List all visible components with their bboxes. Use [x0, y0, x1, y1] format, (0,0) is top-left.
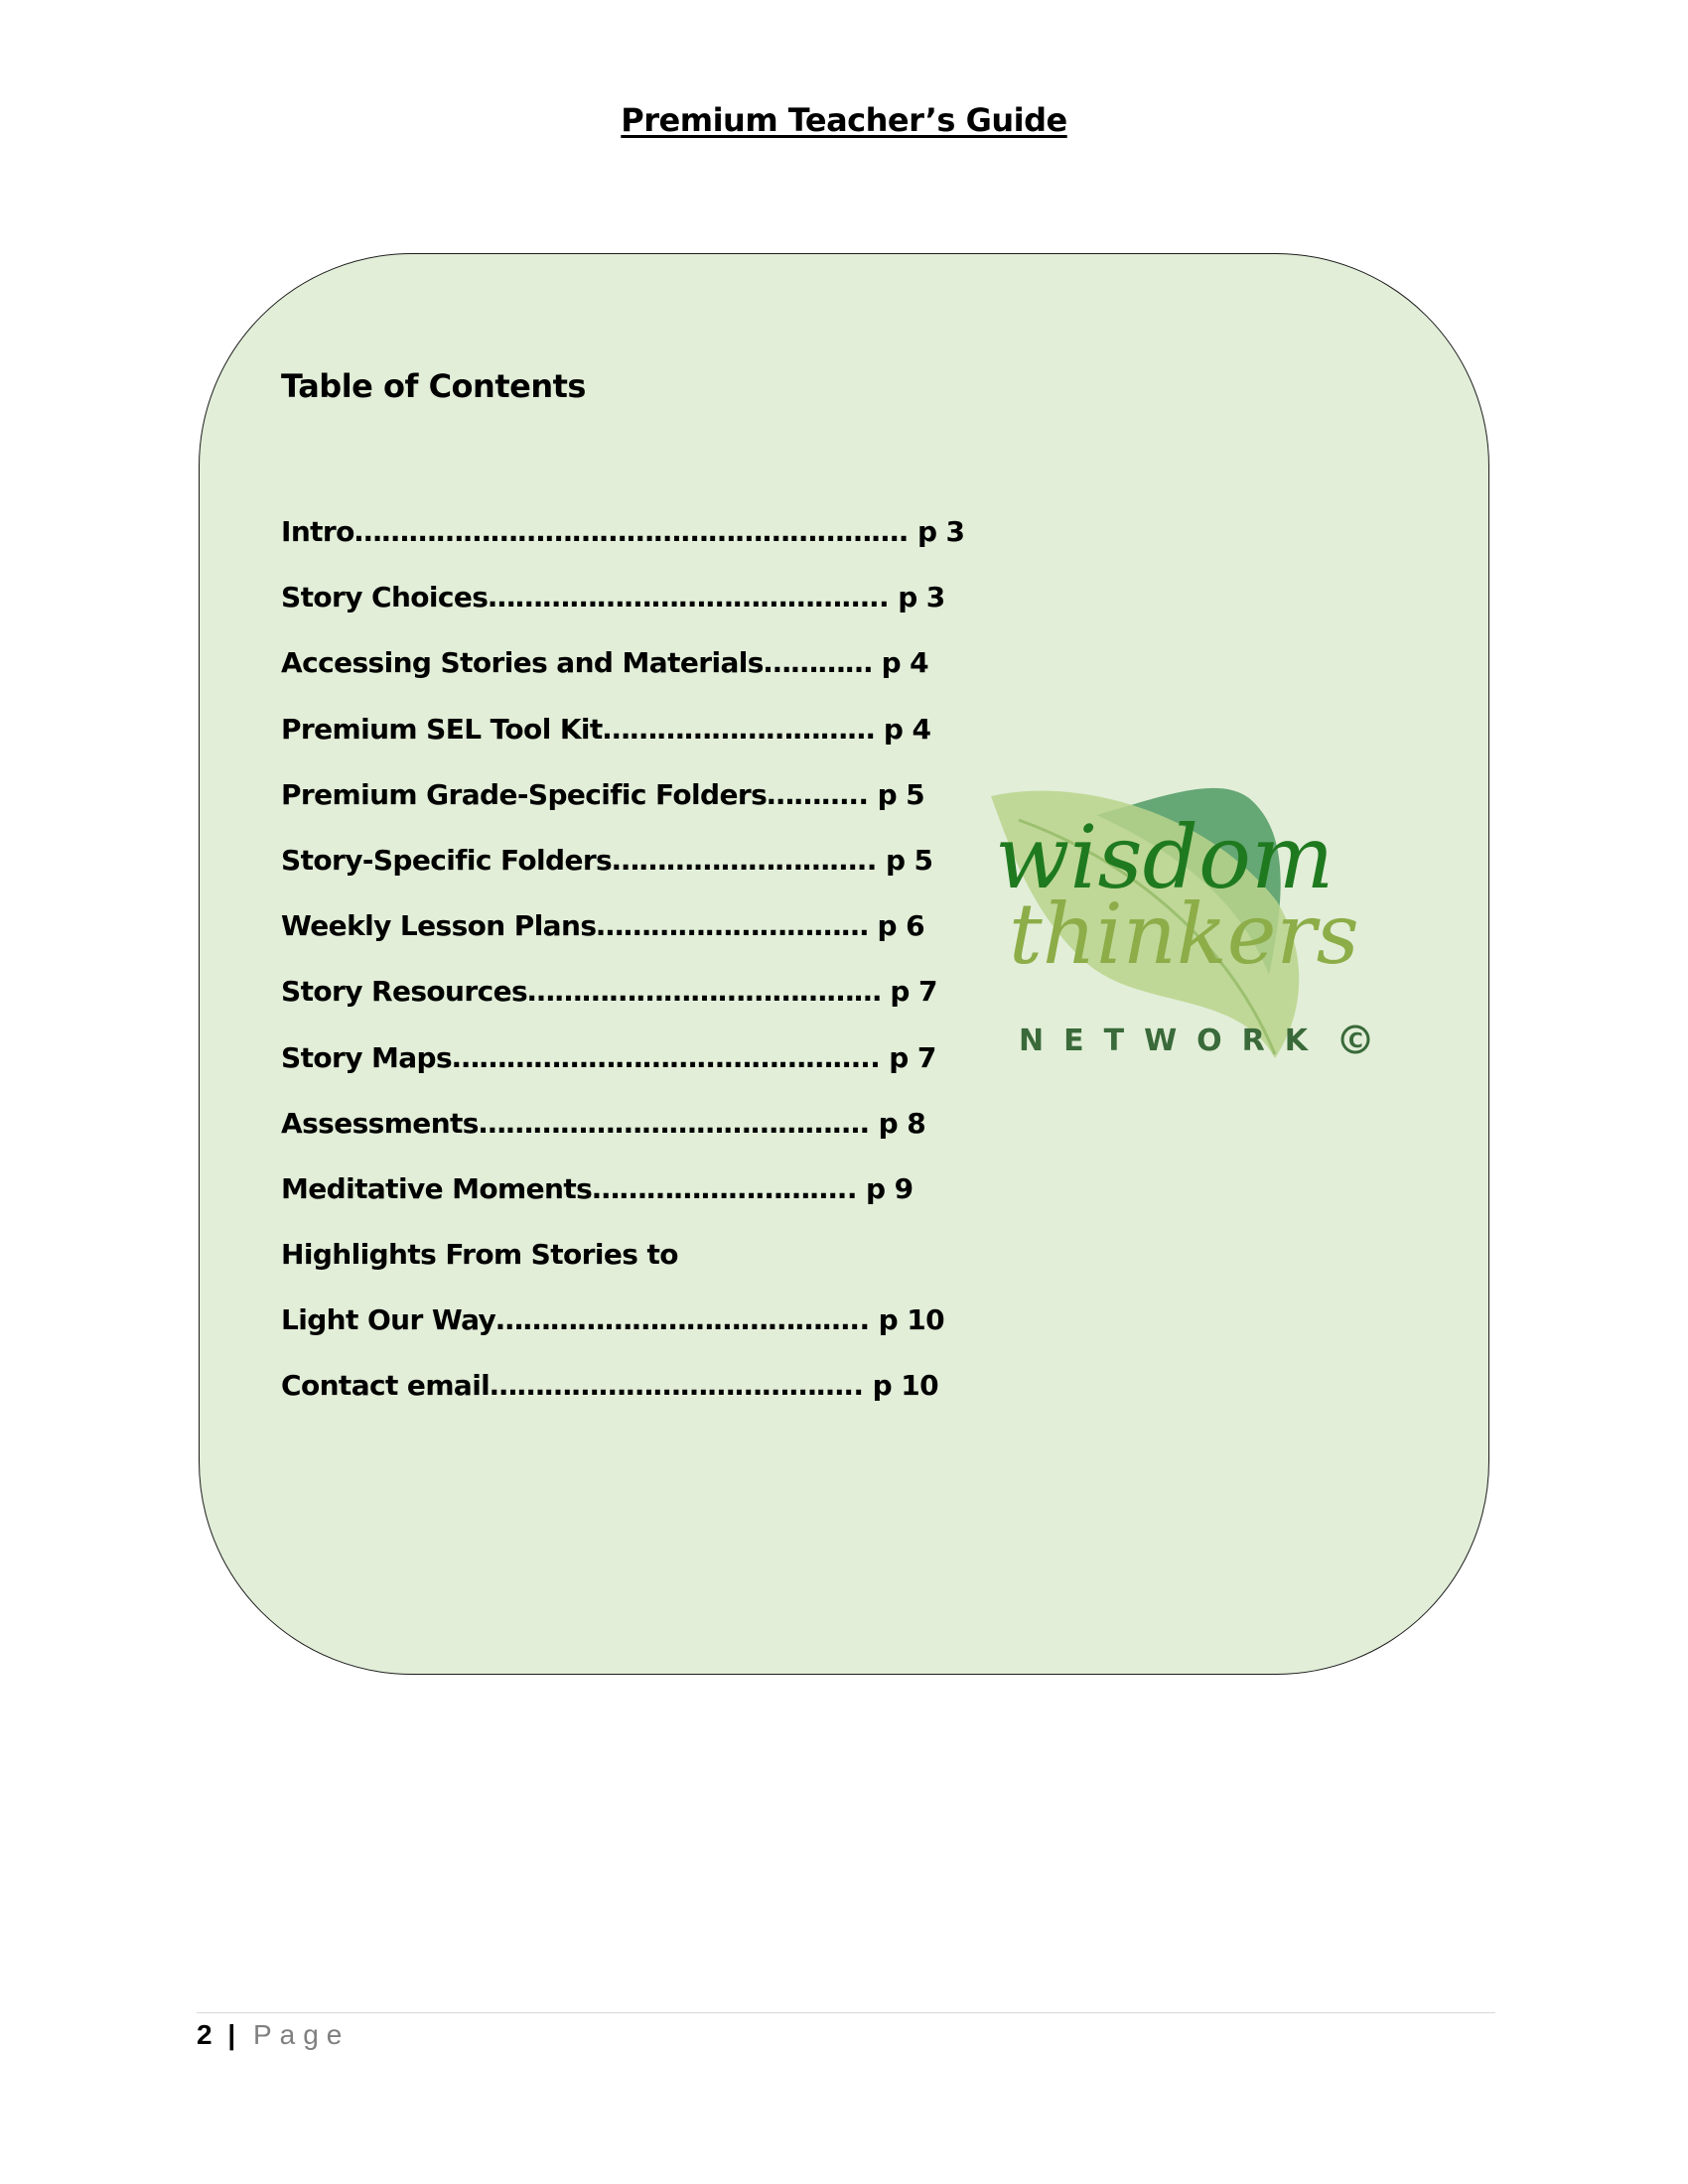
page-label: Page [252, 2019, 351, 2050]
toc-entry: Story-Specific Folders……………………….. p 5 [281, 843, 933, 877]
toc-entry: Assessments……………………………………. p 8 [281, 1106, 926, 1140]
toc-heading: Table of Contents [281, 367, 586, 405]
toc-entry: Premium SEL Tool Kit………………………… p 4 [281, 712, 931, 746]
toc-list [281, 510, 964, 1431]
toc-entry: Story Maps……………………………………….. p 7 [281, 1040, 936, 1074]
logo-network-text: NETWORK [1019, 1024, 1329, 1058]
footer-divider [197, 2012, 1495, 2013]
toc-entry: Premium Grade-Specific Folders……….. p 5 [281, 777, 925, 811]
toc-entry: Meditative Moments……………………….. p 9 [281, 1171, 914, 1205]
toc-entry: Story Choices…………………………………….. p 3 [281, 581, 945, 614]
toc-entry: Story Resources………………………………… p 7 [281, 975, 937, 1009]
footer-separator: | [227, 2019, 236, 2050]
document-title: Premium Teacher’s Guide [621, 101, 1067, 139]
toc-entry: Intro……………………………………………………. p 3 [281, 515, 965, 548]
page-number: 2 [197, 2019, 212, 2050]
page-footer [197, 2015, 350, 2055]
toc-entry: Highlights From Stories to [281, 1238, 678, 1272]
logo-thinkers-text: thinkers [1009, 886, 1359, 983]
toc-entry: Accessing Stories and Materials………… p 4 [281, 646, 929, 680]
toc-entry: Contact email………………………………….. p 10 [281, 1369, 938, 1403]
toc-entry: Light Our Way………………………………….. p 10 [281, 1303, 944, 1337]
copyright-mark: C [1348, 1028, 1363, 1052]
logo-wisdom-text: wisdom [995, 806, 1335, 908]
wisdom-thinkers-logo [989, 780, 1386, 1088]
toc-entry: Weekly Lesson Plans………………………… p 6 [281, 909, 925, 943]
